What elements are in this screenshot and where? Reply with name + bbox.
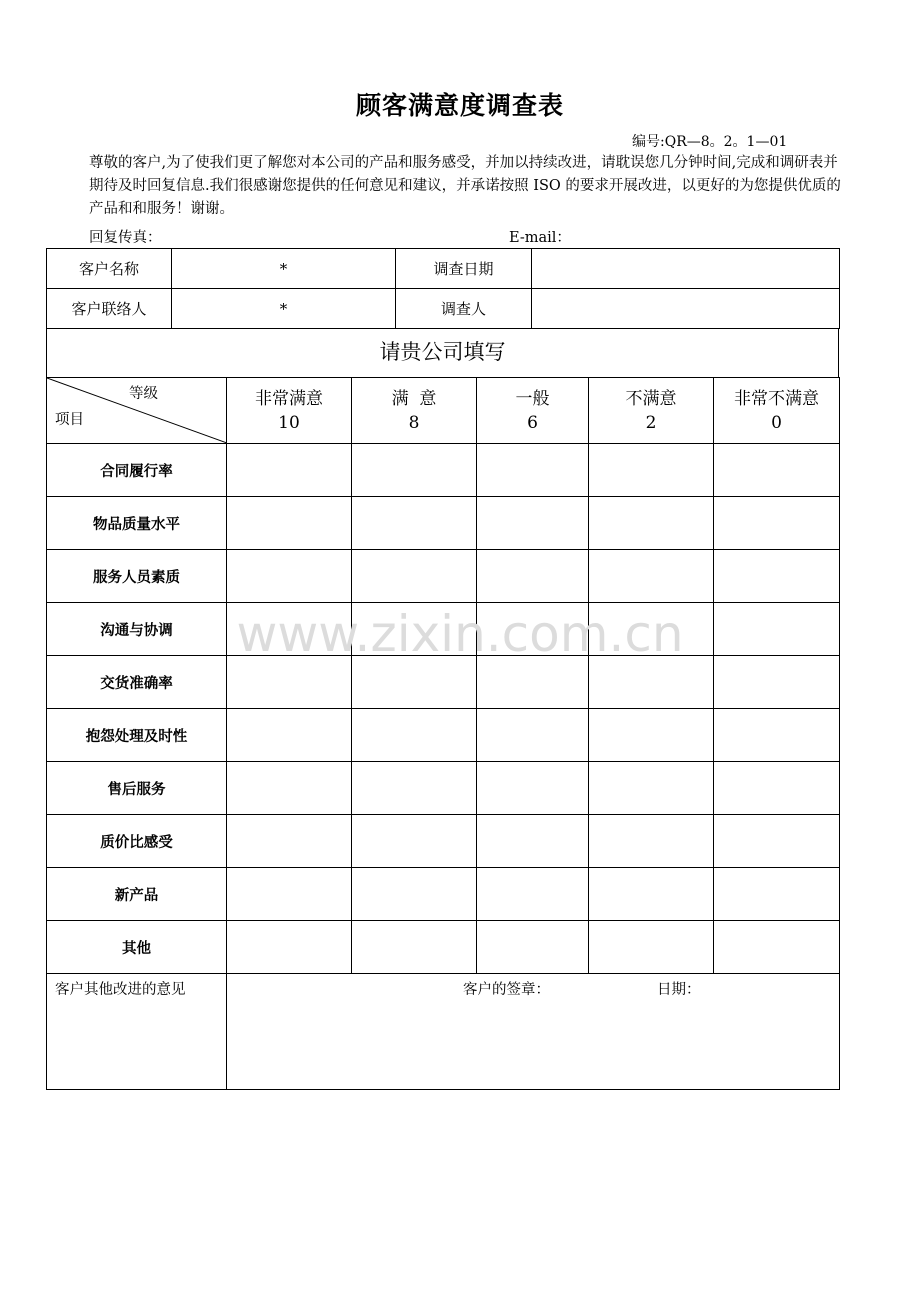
rating-cell[interactable] xyxy=(714,444,840,497)
form-code: 编号:QR—8。2。1—01 xyxy=(632,134,788,150)
rating-item-label: 抱怨处理及时性 xyxy=(47,709,227,762)
rating-item-label: 沟通与协调 xyxy=(47,603,227,656)
rating-cell[interactable] xyxy=(477,815,589,868)
rating-item-label: 售后服务 xyxy=(47,762,227,815)
rating-cell[interactable] xyxy=(589,550,714,603)
surveyor-label: 调查人 xyxy=(396,289,532,329)
rating-item-label: 合同履行率 xyxy=(47,444,227,497)
grade-score: 0 xyxy=(771,412,782,433)
customer-name-label: 客户名称 xyxy=(47,249,172,289)
rating-cell[interactable] xyxy=(589,868,714,921)
rating-row xyxy=(47,762,840,815)
rating-cell[interactable] xyxy=(477,444,589,497)
watermark: www.zixin.com.cn xyxy=(236,605,684,663)
rating-cell[interactable] xyxy=(352,815,477,868)
contact-label: 客户联络人 xyxy=(47,289,172,329)
comments-label: 客户其他改进的意见 xyxy=(47,974,227,1090)
rating-cell[interactable] xyxy=(227,550,352,603)
grade-score: 10 xyxy=(278,412,300,433)
rating-cell[interactable] xyxy=(589,497,714,550)
rating-cell[interactable] xyxy=(227,497,352,550)
rating-cell[interactable] xyxy=(227,815,352,868)
section-title: 请贵公司填写 xyxy=(46,328,839,377)
rating-cell[interactable] xyxy=(714,868,840,921)
grade-header xyxy=(714,378,840,444)
rating-cell[interactable] xyxy=(352,497,477,550)
grade-header xyxy=(227,378,352,444)
rating-cell[interactable] xyxy=(477,497,589,550)
rating-cell[interactable] xyxy=(589,444,714,497)
rating-row xyxy=(47,444,840,497)
rating-cell[interactable] xyxy=(714,550,840,603)
rating-cell[interactable] xyxy=(352,550,477,603)
rating-cell[interactable] xyxy=(714,815,840,868)
rating-item-label: 其他 xyxy=(47,921,227,974)
rating-cell[interactable] xyxy=(227,868,352,921)
rating-cell[interactable] xyxy=(352,444,477,497)
grade-name: 满 意 xyxy=(391,388,437,409)
rating-cell[interactable] xyxy=(352,709,477,762)
diagonal-header-cell xyxy=(47,378,227,444)
rating-cell[interactable] xyxy=(352,762,477,815)
rating-cell[interactable] xyxy=(352,921,477,974)
comments-field[interactable] xyxy=(227,974,840,1090)
date-label: 日期： xyxy=(657,982,701,998)
survey-date-field[interactable] xyxy=(532,249,840,289)
signature-label: 客户的签章： xyxy=(463,982,550,998)
grade-score: 6 xyxy=(527,412,538,433)
rating-row xyxy=(47,815,840,868)
rating-cell[interactable] xyxy=(477,550,589,603)
rating-cell[interactable] xyxy=(477,709,589,762)
rating-header-row xyxy=(47,378,840,444)
rating-cell[interactable] xyxy=(714,762,840,815)
surveyor-field[interactable] xyxy=(532,289,840,329)
rating-item-label: 质价比感受 xyxy=(47,815,227,868)
rating-cell[interactable] xyxy=(352,868,477,921)
grade-name: 非常满意 xyxy=(255,388,323,409)
rating-item-label: 新产品 xyxy=(47,868,227,921)
rating-cell[interactable] xyxy=(589,921,714,974)
grade-score: 8 xyxy=(408,412,420,433)
grade-header xyxy=(477,378,589,444)
rating-cell[interactable] xyxy=(227,921,352,974)
rating-row xyxy=(47,497,840,550)
rating-cell[interactable] xyxy=(714,656,840,709)
reply-fax-label: 回复传真： xyxy=(89,230,162,246)
survey-date-label: 调查日期 xyxy=(396,249,532,289)
rating-cell[interactable] xyxy=(227,444,352,497)
intro-paragraph: 尊敬的客户,为了使我们更了解您对本公司的产品和服务感受，并加以持续改进，请耽误您几分钟时间,完成和调研表并期待及时回复信息.我们很感谢您提供的任何意见和建议，并承诺按照 ISO 的要求开展改进，以更好的为您提供优质的产品和和服务！谢谢。 xyxy=(89,155,841,217)
grade-name: 不满意 xyxy=(625,388,677,409)
rating-cell[interactable] xyxy=(227,656,352,709)
rating-row xyxy=(47,921,840,974)
rating-cell[interactable] xyxy=(477,656,589,709)
rating-table xyxy=(46,377,840,1090)
rating-row xyxy=(47,656,840,709)
grade-header xyxy=(589,378,714,444)
item-axis-label: 项目 xyxy=(55,412,84,428)
grade-name: 非常不满意 xyxy=(734,388,819,409)
comments-row xyxy=(47,974,840,1090)
grade-header xyxy=(352,378,477,444)
grade-name: 一般 xyxy=(515,388,550,409)
rating-cell[interactable] xyxy=(589,709,714,762)
rating-cell[interactable] xyxy=(227,762,352,815)
rating-cell[interactable] xyxy=(477,868,589,921)
rating-cell[interactable] xyxy=(352,656,477,709)
rating-cell[interactable] xyxy=(714,497,840,550)
rating-cell[interactable] xyxy=(714,709,840,762)
rating-cell[interactable] xyxy=(477,762,589,815)
form-title: 顾客满意度调查表 xyxy=(355,91,564,120)
rating-cell[interactable] xyxy=(589,815,714,868)
contact-field[interactable]: * xyxy=(172,289,396,329)
rating-row xyxy=(47,868,840,921)
rating-item-label: 物品质量水平 xyxy=(47,497,227,550)
customer-info-table xyxy=(46,248,840,329)
rating-cell[interactable] xyxy=(589,656,714,709)
rating-row xyxy=(47,550,840,603)
rating-cell[interactable] xyxy=(227,709,352,762)
rating-item-label: 服务人员素质 xyxy=(47,550,227,603)
customer-name-field[interactable]: * xyxy=(172,249,396,289)
intro-text xyxy=(89,152,841,221)
rating-row xyxy=(47,709,840,762)
grade-axis-label: 等级 xyxy=(129,386,158,402)
rating-cell[interactable] xyxy=(477,921,589,974)
rating-item-label: 交货准确率 xyxy=(47,656,227,709)
rating-cell[interactable] xyxy=(589,762,714,815)
rating-cell[interactable] xyxy=(714,921,840,974)
email-label: E-mail： xyxy=(509,230,571,246)
grade-score: 2 xyxy=(645,412,657,433)
